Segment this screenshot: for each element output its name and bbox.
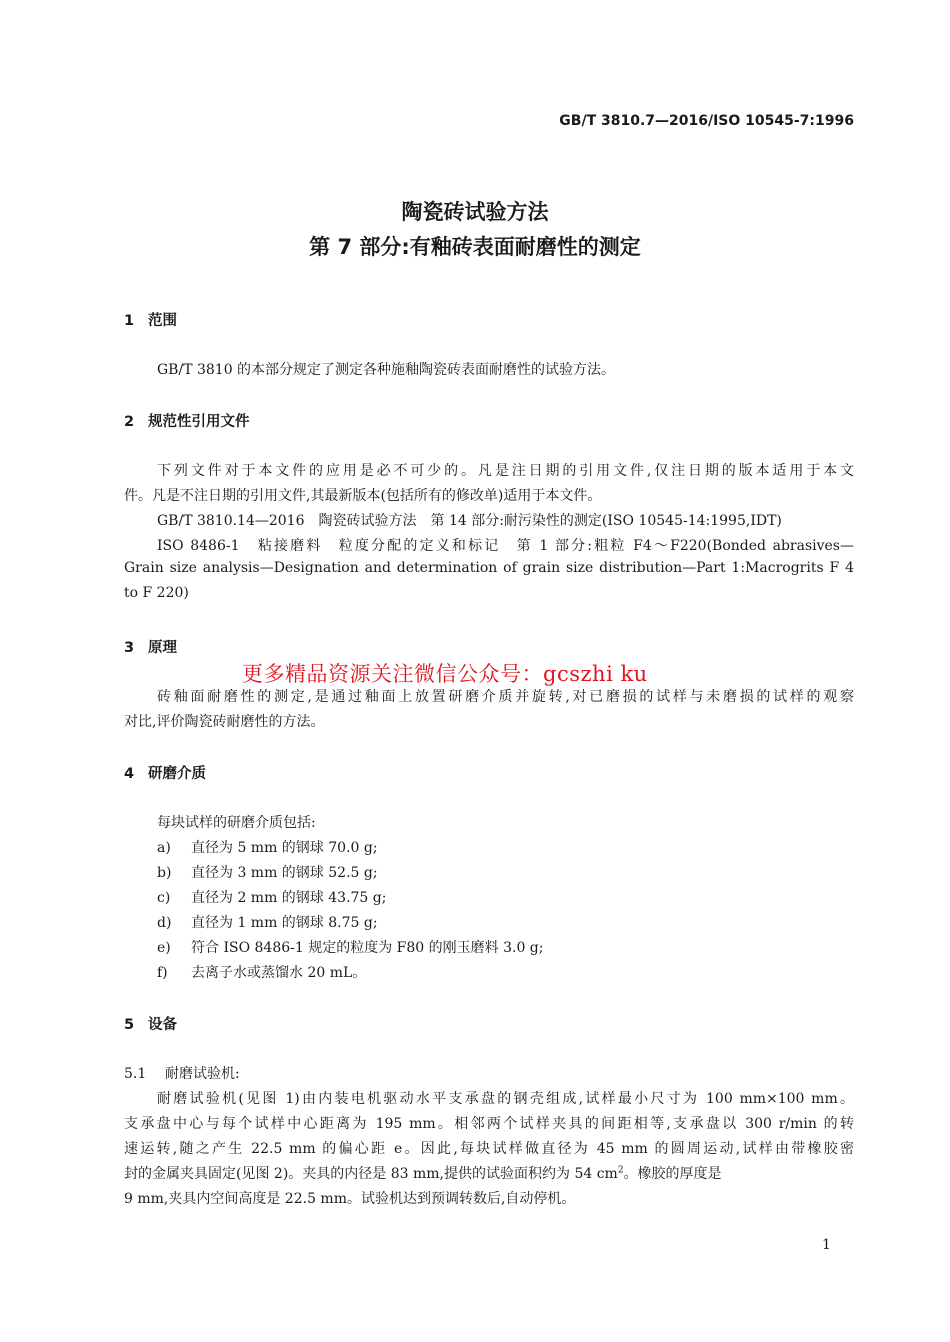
list-item bbox=[157, 962, 366, 982]
standard-number: GB/T 3810.7—2016/ISO 10545-7:1996 bbox=[559, 113, 854, 129]
section-number: 5 bbox=[124, 1017, 135, 1033]
section-title: 原理 bbox=[148, 640, 177, 656]
list-item-text: 去离子水或蒸馏水 20 mL。 bbox=[191, 965, 367, 981]
list-item bbox=[157, 887, 386, 907]
section-3-heading bbox=[124, 636, 177, 657]
watermark-text: 更多精品资源关注微信公众号：gcszhi ku bbox=[242, 662, 648, 686]
list-item-text: 直径为 1 mm 的钢球 8.75 g; bbox=[191, 915, 378, 931]
section-4-intro: 每块试样的研磨介质包括: bbox=[157, 815, 316, 831]
subsection-5-1-text-line bbox=[124, 1163, 722, 1183]
section-5-heading bbox=[124, 1013, 177, 1034]
section-2-para-line: 件。凡是不注日期的引用文件,其最新版本(包括所有的修改单)适用于本文件。 bbox=[124, 488, 602, 504]
section-number: 3 bbox=[124, 640, 135, 656]
section-1-text: GB/T 3810 的本部分规定了测定各种施釉陶瓷砖表面耐磨性的试验方法。 bbox=[157, 362, 616, 378]
doc-subtitle: 第 7 部分:有釉砖表面耐磨性的测定 bbox=[309, 235, 641, 259]
subsection-title: 耐磨试验机: bbox=[165, 1066, 240, 1082]
reference-iso8486-line: Grain size analysis—Designation and determination of grain size distribution—Part 1:Macrogrits F 4 bbox=[124, 560, 854, 576]
section-number: 1 bbox=[124, 313, 135, 329]
subsection-5-1-text-line: 9 mm,夹具内空间高度是 22.5 mm。试验机达到预调转数后,自动停机。 bbox=[124, 1191, 576, 1207]
list-item-tag: a) bbox=[157, 840, 171, 856]
section-1-heading bbox=[124, 309, 177, 330]
list-item-text: 符合 ISO 8486-1 规定的粒度为 F80 的刚玉磨料 3.0 g; bbox=[191, 940, 544, 956]
doc-title: 陶瓷砖试验方法 bbox=[401, 200, 549, 224]
reference-iso8486-line: to F 220) bbox=[124, 585, 189, 601]
section-3-text-line: 砖釉面耐磨性的测定,是通过釉面上放置研磨介质并旋转,对已磨损的试样与未磨损的试样的观察 bbox=[157, 689, 854, 705]
section-title: 研磨介质 bbox=[148, 766, 206, 782]
list-item bbox=[157, 862, 378, 882]
section-number: 2 bbox=[124, 414, 135, 430]
subsection-5-1-heading bbox=[124, 1063, 240, 1083]
page-number: 1 bbox=[822, 1237, 831, 1253]
list-item bbox=[157, 837, 378, 857]
list-item-tag: c) bbox=[157, 890, 171, 906]
list-item-text: 直径为 3 mm 的钢球 52.5 g; bbox=[191, 865, 378, 881]
section-title: 规范性引用文件 bbox=[148, 414, 250, 430]
reference-iso8486-line: ISO 8486-1 粘接磨料 粒度分配的定义和标记 第 1 部分:粗粒 F4～F220(Bonded abrasives— bbox=[157, 538, 854, 554]
list-item-text: 直径为 5 mm 的钢球 70.0 g; bbox=[191, 840, 378, 856]
subsection-5-1-text-line: 支承盘中心与每个试样中心距离为 195 mm。相邻两个试样夹具的间距相等,支承盘以 300 r/min 的转 bbox=[124, 1116, 854, 1132]
section-3-text-line: 对比,评价陶瓷砖耐磨性的方法。 bbox=[124, 714, 325, 730]
list-item bbox=[157, 912, 378, 932]
text-fragment: 。橡胶的厚度是 bbox=[623, 1166, 722, 1182]
list-item bbox=[157, 937, 544, 957]
text-fragment: 封的金属夹具固定(见图 2)。夹具的内径是 83 mm,提供的试验面积约为 54 cm bbox=[124, 1166, 618, 1182]
list-item-tag: b) bbox=[157, 865, 172, 881]
subsection-5-1-text-line: 耐磨试验机(见图 1)由内装电机驱动水平支承盘的钢壳组成,试样最小尺寸为 100 mm×100 mm。 bbox=[157, 1091, 854, 1107]
section-title: 范围 bbox=[148, 313, 177, 329]
section-2-para-line: 下列文件对于本文件的应用是必不可少的。凡是注日期的引用文件,仅注日期的版本适用于本文 bbox=[157, 463, 854, 479]
reference-gbt3810-14: GB/T 3810.14—2016 陶瓷砖试验方法 第 14 部分:耐污染性的测定(ISO 10545-14:1995,IDT) bbox=[157, 513, 782, 529]
list-item-tag: e) bbox=[157, 940, 171, 956]
list-item-tag: d) bbox=[157, 915, 172, 931]
section-4-heading bbox=[124, 762, 206, 783]
section-title: 设备 bbox=[148, 1017, 177, 1033]
list-item-tag: f) bbox=[157, 965, 168, 981]
superscript: 2 bbox=[617, 1165, 624, 1176]
section-2-heading bbox=[124, 410, 250, 431]
subsection-5-1-text-line: 速运转,随之产生 22.5 mm 的偏心距 e。因此,每块试样做直径为 45 mm 的圆周运动,试样由带橡胶密 bbox=[124, 1141, 854, 1157]
list-item-text: 直径为 2 mm 的钢球 43.75 g; bbox=[191, 890, 387, 906]
subsection-number: 5.1 bbox=[124, 1066, 147, 1082]
section-number: 4 bbox=[124, 766, 135, 782]
